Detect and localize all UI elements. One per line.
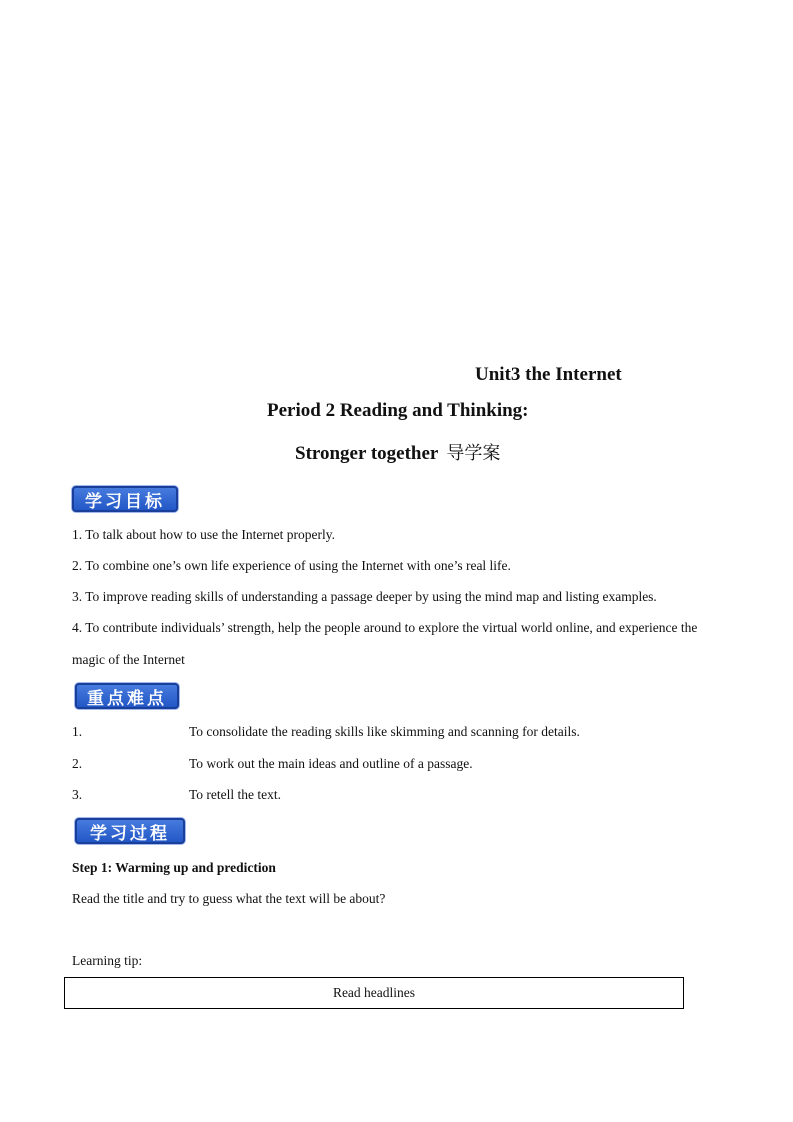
learning-tip-text: Read headlines	[332, 985, 416, 1000]
key-point-text: To consolidate the reading skills like skimming and scanning for details.	[189, 724, 580, 739]
goal-item-continued: magic of the Internet	[72, 652, 185, 667]
key-point-number: 2.	[72, 756, 83, 771]
goal-item: 2. To combine one’s own life experience of using the Internet with one’s real life.	[72, 558, 511, 573]
goals-badge: 学习目标	[72, 486, 178, 512]
key-point-text: To retell the text.	[189, 787, 282, 802]
key-point-text: To work out the main ideas and outline of a passage.	[189, 756, 473, 771]
lesson-title-cn: 导学案	[446, 443, 501, 464]
unit-title: Unit3 the Internet	[475, 364, 622, 385]
step1-question: Read the title and try to guess what the text will be about?	[72, 891, 386, 906]
goal-item: 4. To contribute individuals’ strength, help the people around to explore the virtual world online, and experience the	[72, 620, 698, 635]
process-badge: 学习过程	[75, 818, 185, 844]
lesson-title	[295, 439, 500, 465]
learning-tip-box	[64, 977, 684, 1009]
key-point-number: 3.	[72, 787, 83, 802]
period-title: Period 2 Reading and Thinking:	[267, 400, 529, 421]
goal-item: 3. To improve reading skills of understanding a passage deeper by using the mind map and listing examples.	[72, 589, 657, 604]
key-point-number: 1.	[72, 724, 83, 739]
lesson-title-en: Stronger together	[295, 443, 439, 464]
step1-heading: Step 1: Warming up and prediction	[72, 860, 276, 875]
goal-item: 1. To talk about how to use the Internet properly.	[72, 527, 335, 542]
learning-tip-label: Learning tip:	[72, 953, 143, 968]
key-points-badge: 重点难点	[75, 683, 179, 709]
